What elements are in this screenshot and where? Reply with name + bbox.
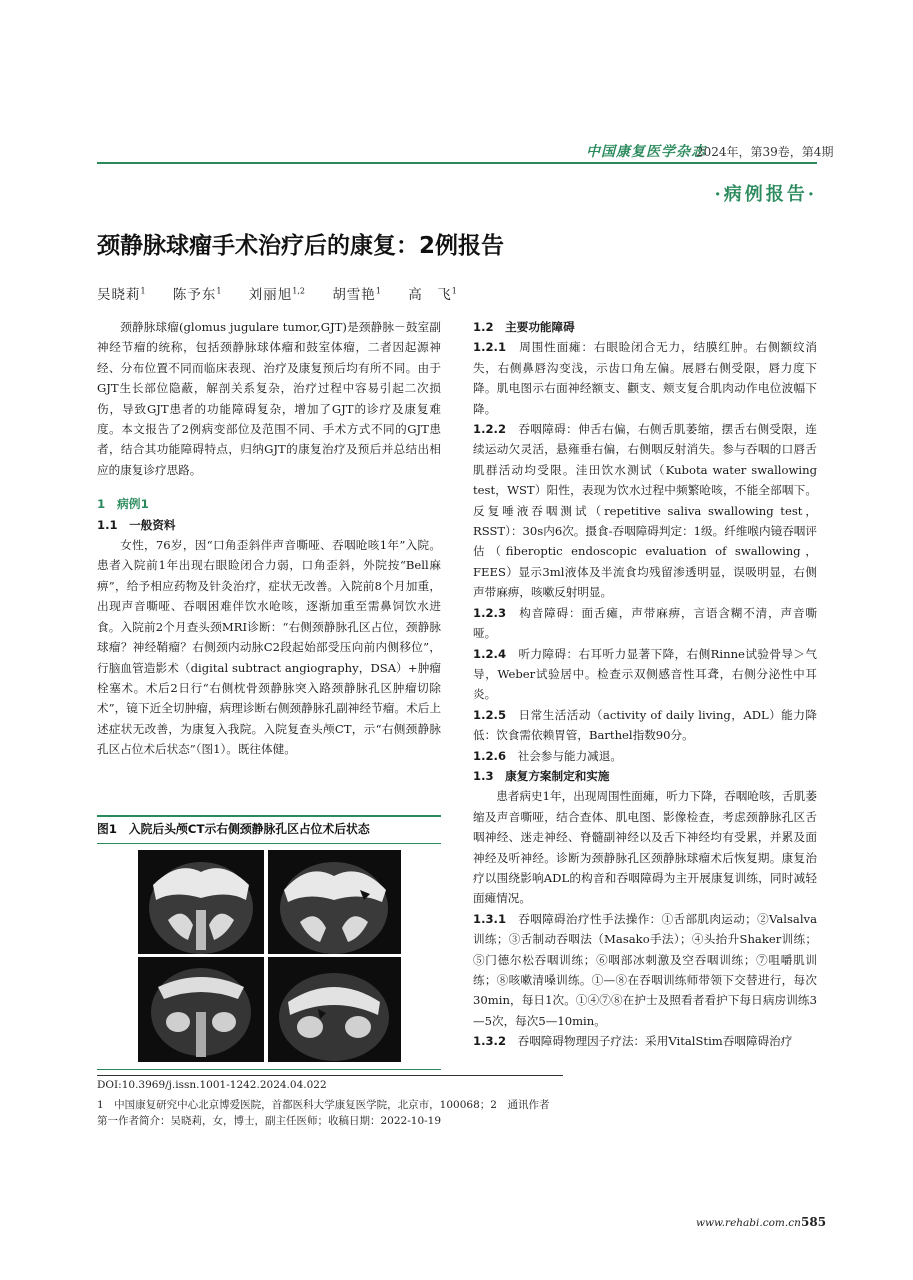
doi: DOI:10.3969/j.issn.1001-1242.2024.04.022 (97, 1079, 327, 1091)
paragraph-1-3-2: 1.3.2 吞咽障碍物理因子疗法：采用VitalStim吞咽障碍治疗 (473, 1034, 793, 1049)
paragraph-1-3: 患者病史1年，出现周围性面瘫，听力下降，吞咽呛咳，舌肌萎缩及声音嘶哑，结合查体、肌电图、影像检查，考虑颈静脉孔区舌咽神经、迷走神经、脊髓副神经以及舌下神经均有受累，并累及面神经及听神经。诊断为颈静脉孔区颈静脉球瘤术后恢复期。康复治疗以围绕影响ADL的构音和吞咽障碍为主开展康复训练，同时减轻面瘫情况。 (473, 789, 817, 906)
paragraph-1-2-3: 1.2.3 构音障碍：面舌瘫，声带麻痹，言语含糊不清，声音嘶哑。 (473, 605, 817, 641)
right-column (473, 317, 817, 1052)
header-rule (97, 162, 817, 164)
paragraph-1-2-6: 1.2.6 社会参与能力减退。 (473, 748, 622, 763)
author: 陈予东$^1$ (172, 286, 222, 303)
author: 吴晓莉$^1$ (97, 286, 146, 303)
ct-image-2 (268, 850, 401, 954)
general-paragraph: 女性，76岁，因“口角歪斜伴声音嘶哑、吞咽呛咳1年”入院。患者入院前1年出现右眼睑闭合力弱，口角歪斜，外院按“Bell麻痹”，给予相应药物及针灸治疗，症状无改善。入院前8个月加重，出现声音嘶哑、吞咽困难伴饮水呛咳，逐渐加重至需鼻饲饮水进食。入院前2个月查头颈MRI诊断：“右侧颈静脉孔区占位，颈静脉球瘤？神经鞘瘤？右侧颈内动脉C2段起始部受压向前内侧移位”，行脑血管造影术（digital subtract angiography，DSA）+肿瘤栓塞术。术后2日行“右侧枕骨颈静脉突入路颈静脉孔区肿瘤切除术”，镜下近全切肿瘤，病理诊断右侧颈静脉孔副神经节瘤。术后上述症状无改善，为康复入我院。入院复查头颅CT，示“右侧颈静脉孔区占位术后状态”（图1）。既往体健。 (97, 538, 441, 757)
issue-info: 2024年，第39卷，第4期 (696, 145, 834, 159)
author: 胡雪艳$^1$ (332, 286, 381, 303)
heading-1-2: 1.2 主要功能障碍 (473, 320, 575, 334)
heading-case-1: 1 病例1 (97, 497, 149, 512)
paragraph-1-2-5: 1.2.5 日常生活活动（activity of daily living，ADL）能力降低：饮食需依赖胃管，Barthel指数90分。 (473, 707, 817, 743)
page-number: 585 (801, 1215, 827, 1229)
article-title: 颈静脉球瘤手术治疗后的康复：2例报告 (97, 233, 505, 259)
ct-image-3 (138, 957, 264, 1062)
heading-1-3: 1.3 康复方案制定和实施 (473, 768, 610, 783)
figure-rule-mid (97, 843, 441, 844)
figure-rule-bottom (97, 1069, 441, 1070)
author-list (97, 283, 479, 303)
intro-paragraph: 颈静脉球瘤(glomus jugulare tumor,GJT)是颈静脉－鼓室副神经节瘤的统称，包括颈静脉球体瘤和鼓室体瘤，二者因起源神经、分布位置不同而临床表现、治疗及康复预后均有所不同。由于GJT生长部位隐蔽，解剖关系复杂，治疗过程中容易引起二次损伤，导致GJT患者的功能障碍复杂，增加了GJT的诊疗及康复难度。本文报告了2例病变部位及范围不同、手术方式不同的GJT患者，结合其功能障碍特点，归纳GJT的康复治疗及预后并总结出相应的康复诊疗思路。 (97, 320, 441, 477)
website: www.rehabi.com.cn (696, 1217, 801, 1229)
paragraph-1-2-4: 1.2.4 听力障碍：右耳听力显著下降，右侧Rinne试验骨导＞气导，Weber试验居中。检查示双侧感音性耳聋，右侧分泌性中耳炎。 (473, 646, 817, 702)
author: 刘丽旭$^{1,2}$ (248, 286, 306, 303)
section-label: ·病例报告· (714, 184, 817, 205)
left-column (97, 317, 441, 760)
author: 高 飞$^1$ (408, 286, 457, 303)
paragraph-1-2-2: 1.2.2 吞咽障碍：伸舌右偏，右侧舌肌萎缩，摆舌右侧受限，连续运动欠灵活，悬雍垂右偏，右侧咽反射消失。参与吞咽的口唇舌肌群活动均受限。洼田饮水测试（Kubota water swallowing test，WST）阳性，表现为饮水过程中频繁呛咳，不能全部咽下。反复唾液吞咽测试（repetitive saliva swallowing test，RSST）：30s内6次。摄食-吞咽障碍判定：1级。纤维喉内镜吞咽评估（fiberoptic endoscopic evaluation of swallowing，FEES）显示3ml液体及半流食均残留渗透明显，误吸明显，右侧声带麻痹，咳嗽反射明显。 (473, 422, 817, 600)
journal-name: 中国康复医学杂志 (586, 144, 706, 160)
paragraph-1-3-1: 1.3.1 吞咽障碍治疗性手法操作：①舌部肌肉运动；②Valsalva训练；③舌制动吞咽法（Masako手法）；④头抬升Shaker训练；⑤门德尔松吞咽训练；⑥咽部冰刺激及空吞咽训练；⑦咀嚼肌训练；⑧咳嗽清嗓训练。①—⑧在吞咽训练师带领下交替进行，每次30min，每日1次。①④⑦⑧在护士及照看者看护下每日病房训练3—5次，每次5—10min。 (473, 911, 817, 1028)
footnote-rule (97, 1075, 563, 1076)
figure-rule-top (97, 815, 441, 817)
paragraph-1-2-1: 1.2.1 周围性面瘫：右眼睑闭合无力，结膜红肿。右侧额纹消失，右侧鼻唇沟变浅，示齿口角左偏。展唇右侧受限，唇力度下降。肌电图示右面神经额支、颧支、颊支复合肌肉动作电位波幅下降。 (473, 340, 817, 416)
ct-image-4 (268, 957, 401, 1062)
heading-general: 1.1 一般资料 (97, 517, 176, 532)
first-author-info: 第一作者简介：吴晓莉，女，博士，副主任医师；收稿日期：2022-10-19 (97, 1115, 442, 1127)
ct-image-1 (138, 850, 264, 954)
figure-caption: 图1 入院后头颅CT示右侧颈静脉孔区占位术后状态 (97, 822, 370, 836)
affiliation: 1 中国康复研究中心北京博爱医院，首都医科大学康复医学院，北京市，100068；2 通讯作者 (97, 1099, 550, 1111)
